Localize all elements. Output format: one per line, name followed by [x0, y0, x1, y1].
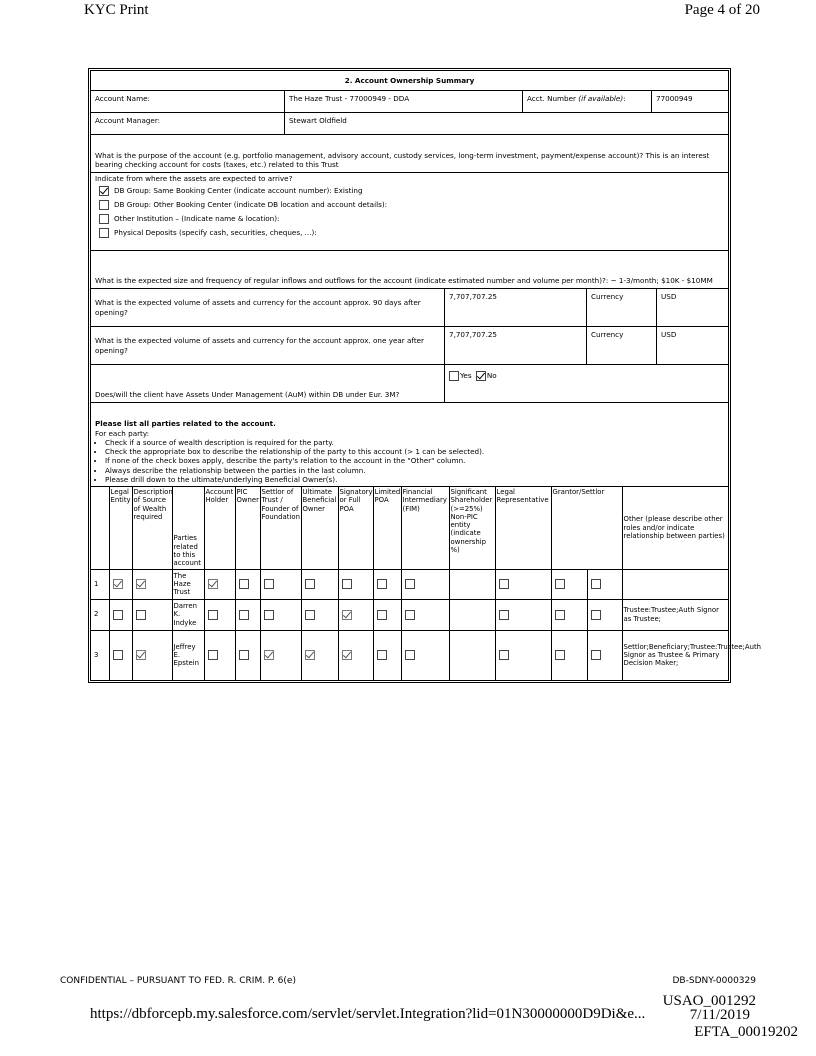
settlor-cell — [260, 569, 301, 599]
grantor-cell — [551, 599, 587, 630]
significant-shareholder-cell — [449, 569, 495, 599]
ubo-cell — [301, 599, 338, 630]
assets-origin-option-label: Other Institution – (Indicate name & location): — [114, 214, 280, 224]
checkbox-icon[interactable] — [264, 579, 274, 589]
header-grantor: Grantor/Settlor — [551, 487, 622, 569]
legal-entity-cell — [109, 569, 132, 599]
header-parties: Parties related to this account — [172, 487, 204, 569]
assets-origin-question: Indicate from where the assets are expected to arrive? — [95, 174, 293, 183]
checkbox-icon[interactable] — [99, 228, 109, 238]
volume-1y-row — [91, 327, 728, 365]
legal-rep-cell — [495, 630, 551, 680]
header-settlor: Settlor of Trust / Founder of Foundation — [260, 487, 301, 569]
checkbox-icon[interactable] — [264, 650, 274, 660]
instruction-item: • Check the appropriate box to describe the relationship of the party to this account (> 1 can be selected). — [105, 447, 724, 456]
checkbox-icon[interactable] — [239, 610, 249, 620]
account-manager-value: Stewart Oldfield — [289, 116, 347, 125]
purpose-row — [91, 135, 728, 173]
section-title — [91, 71, 728, 91]
header-legal-entity: Legal Entity — [109, 487, 132, 569]
account-manager-label: Account Manager: — [91, 113, 285, 134]
account-number-label-colon: : — [623, 94, 626, 103]
checkbox-icon[interactable] — [405, 650, 415, 660]
account-ownership-form — [88, 68, 762, 683]
header-ubo: Ultimate Beneficial Owner — [301, 487, 338, 569]
checkbox-icon[interactable] — [113, 610, 123, 620]
sow-cell — [132, 569, 172, 599]
sow-cell — [132, 599, 172, 630]
checkbox-icon[interactable] — [591, 579, 601, 589]
signatory-cell — [338, 630, 373, 680]
party-index: 2 — [91, 599, 109, 630]
header-pic-owner: PIC Owner — [235, 487, 260, 569]
grantor-cell — [551, 630, 587, 680]
aum-answer — [445, 365, 728, 402]
checkbox-icon[interactable] — [99, 200, 109, 210]
checkbox-icon[interactable] — [405, 579, 415, 589]
fim-cell — [401, 599, 449, 630]
volume-90-currency-label: Currency — [587, 289, 657, 326]
checkbox-icon[interactable] — [305, 650, 315, 660]
parties-table-row — [91, 487, 762, 680]
volume-1y-question: What is the expected volume of assets and currency for the account approx. one year after opening? — [91, 327, 445, 364]
checkbox-icon[interactable] — [377, 650, 387, 660]
checkbox-icon[interactable] — [499, 579, 509, 589]
instruction-item: • If none of the check boxes apply, describe the party's relation to the account in the "Other" column. — [105, 456, 724, 465]
parties-header-row — [91, 487, 728, 569]
signatory-cell — [338, 569, 373, 599]
header-index — [91, 487, 109, 569]
checkbox-icon[interactable] — [342, 610, 352, 620]
aum-no-label: No — [486, 371, 497, 380]
parties-instructions — [95, 438, 724, 484]
party-index: 3 — [91, 630, 109, 680]
page-number: Page 4 of 20 — [684, 2, 760, 18]
settlor-cell — [260, 630, 301, 680]
aum-row — [91, 365, 728, 403]
checkbox-icon[interactable] — [99, 186, 109, 196]
print-url: https://dbforcepb.my.salesforce.com/servlet/servlet.Integration?lid=01N30000000D9Di&e... — [90, 1006, 646, 1022]
limited-poa-cell — [373, 569, 401, 599]
significant-shareholder-cell — [449, 630, 495, 680]
assets-origin-row — [91, 173, 728, 251]
checkbox-icon[interactable] — [499, 610, 509, 620]
checkbox-icon[interactable] — [342, 579, 352, 589]
account-holder-cell — [204, 569, 235, 599]
founding-donor-cell — [587, 599, 622, 630]
checkbox-icon[interactable] — [449, 371, 459, 381]
checkbox-icon[interactable] — [591, 610, 601, 620]
volume-1y-currency-label: Currency — [587, 327, 657, 364]
founding-donor-cell — [587, 569, 622, 599]
aum-yes-label: Yes — [460, 371, 472, 380]
limited-poa-cell — [373, 599, 401, 630]
parties-table — [91, 487, 762, 680]
header-significant-shareholder: Significant Shareholder (>=25%) Non-PIC entity (indicate ownership %) — [449, 487, 495, 569]
pic-owner-cell — [235, 599, 260, 630]
account-name-value: The Haze Trust - 77000949 - DDA — [285, 91, 523, 112]
purpose-text: What is the purpose of the account (e.g. portfolio management, advisory account, custody services, long-term investment, payment/expense account)? This is an interest bearing checking account for costs (taxes, etc.) related to this Trust — [95, 150, 710, 169]
checkbox-icon[interactable] — [377, 610, 387, 620]
checkbox-icon[interactable] — [264, 610, 274, 620]
party-name: Jeffrey E. Epstein — [172, 630, 204, 680]
flows-text: What is the expected size and frequency of regular inflows and outflows for the account (indicate estimated number and volume per month)?: ~ 1-3/month; $10K - $10MM — [95, 275, 713, 285]
account-name-label: Account Name: — [91, 91, 285, 112]
print-date: 7/11/2019 — [689, 1007, 750, 1023]
volume-1y-currency: USD — [661, 330, 677, 339]
ubo-cell — [301, 630, 338, 680]
efta-stamp: EFTA_00019202 — [694, 1024, 798, 1040]
legal-entity-cell — [109, 630, 132, 680]
confidential-notice: CONFIDENTIAL – PURSUANT TO FED. R. CRIM. P. 6(e) — [60, 976, 296, 986]
checkbox-icon[interactable] — [342, 650, 352, 660]
account-number-value: 77000949 — [656, 94, 693, 103]
party-row — [91, 569, 728, 599]
checkbox-icon[interactable] — [113, 650, 123, 660]
fim-cell — [401, 630, 449, 680]
checkbox-icon[interactable] — [208, 579, 218, 589]
account-number-label-note: (if available) — [578, 94, 624, 103]
header-fim: Financial Intermediary (FIM) — [401, 487, 449, 569]
checkbox-icon[interactable] — [208, 650, 218, 660]
account-number-label — [523, 91, 652, 112]
account-number-label-text: Acct. Number — [527, 94, 576, 103]
legal-rep-cell — [495, 569, 551, 599]
assets-origin-option — [91, 212, 728, 226]
party-name: Darren K. Indyke — [172, 599, 204, 630]
assets-origin-option-label: DB Group: Other Booking Center (indicate DB location and account details): — [114, 200, 388, 210]
checkbox-icon[interactable] — [305, 579, 315, 589]
volume-90-question: What is the expected volume of assets and currency for the account approx. 90 days after opening? — [91, 289, 445, 326]
instruction-item: • Check if a source of wealth description is required for the party. — [105, 438, 724, 447]
sow-cell — [132, 630, 172, 680]
parties-subheading: For each party: — [95, 428, 150, 438]
header-source-of-wealth: Description of Source of Wealth required — [132, 487, 172, 569]
header-signatory: Signatory or Full POA — [338, 487, 373, 569]
limited-poa-cell — [373, 630, 401, 680]
flows-row — [91, 251, 728, 289]
party-row — [91, 630, 728, 680]
checkbox-icon[interactable] — [239, 650, 249, 660]
settlor-cell — [260, 599, 301, 630]
other-roles — [622, 569, 728, 599]
ubo-cell — [301, 569, 338, 599]
checkbox-icon[interactable] — [136, 650, 146, 660]
signatory-cell — [338, 599, 373, 630]
checkbox-icon[interactable] — [113, 579, 123, 589]
checkbox-icon[interactable] — [305, 610, 315, 620]
header-legal-representative: Legal Representative — [495, 487, 551, 569]
print-header-title: KYC Print — [84, 2, 149, 18]
checkbox-icon[interactable] — [555, 650, 565, 660]
checkbox-icon[interactable] — [405, 610, 415, 620]
checkbox-icon[interactable] — [499, 650, 509, 660]
bates-number: DB-SDNY-0000329 — [672, 976, 756, 986]
instruction-item: • Always describe the relationship between the parties in the last column. — [105, 466, 724, 475]
party-index: 1 — [91, 569, 109, 599]
volume-1y-value: 7,707,707.25 — [445, 327, 587, 364]
checkbox-icon[interactable] — [136, 610, 146, 620]
fim-cell — [401, 569, 449, 599]
aum-question: Does/will the client have Assets Under Management (AuM) within DB under Eur. 3M? — [91, 365, 445, 402]
usao-stamp: USAO_001292 — [662, 993, 756, 1009]
volume-90-currency: USD — [661, 292, 677, 301]
checkbox-icon[interactable] — [136, 579, 146, 589]
checkbox-icon[interactable] — [476, 371, 486, 381]
account-holder-cell — [204, 599, 235, 630]
checkbox-icon[interactable] — [377, 579, 387, 589]
founding-donor-cell — [587, 630, 622, 680]
volume-90-row — [91, 289, 728, 327]
pic-owner-cell — [235, 569, 260, 599]
other-roles: Trustee:Trustee;Auth Signor as Trustee; — [622, 599, 728, 630]
other-roles: Settlor;Beneficiary;Trustee:Trustee;Auth Signor as Trustee & Primary Decision Maker; — [622, 630, 728, 680]
account-manager-row — [91, 113, 728, 135]
checkbox-icon[interactable] — [555, 610, 565, 620]
header-limited-poa: Limited POA — [373, 487, 401, 569]
checkbox-icon[interactable] — [555, 579, 565, 589]
pic-owner-cell — [235, 630, 260, 680]
assets-origin-option — [91, 226, 728, 240]
instruction-item: • Please drill down to the ultimate/underlying Beneficial Owner(s). — [105, 475, 724, 484]
assets-origin-option — [91, 184, 728, 198]
assets-origin-option — [91, 198, 728, 212]
legal-rep-cell — [495, 599, 551, 630]
assets-origin-option-label: Physical Deposits (specify cash, securities, cheques, ...): — [114, 228, 317, 238]
party-name: The Haze Trust — [172, 569, 204, 599]
checkbox-icon[interactable] — [99, 214, 109, 224]
section-title-text: 2. Account Ownership Summary — [344, 75, 475, 85]
legal-entity-cell — [109, 599, 132, 630]
parties-heading: Please list all parties related to the account. — [95, 419, 276, 429]
parties-intro — [91, 403, 728, 487]
checkbox-icon[interactable] — [208, 610, 218, 620]
header-account-holder: Account Holder — [204, 487, 235, 569]
volume-90-value: 7,707,707.25 — [445, 289, 587, 326]
grantor-cell — [551, 569, 587, 599]
header-other: Other (please describe other roles and/or indicate relationship between parties) — [622, 487, 728, 569]
account-name-row — [91, 91, 728, 113]
assets-origin-option-label: DB Group: Same Booking Center (indicate account number): Existing — [114, 186, 363, 196]
checkbox-icon[interactable] — [239, 579, 249, 589]
significant-shareholder-cell — [449, 599, 495, 630]
checkbox-icon[interactable] — [591, 650, 601, 660]
account-holder-cell — [204, 630, 235, 680]
party-row — [91, 599, 728, 630]
